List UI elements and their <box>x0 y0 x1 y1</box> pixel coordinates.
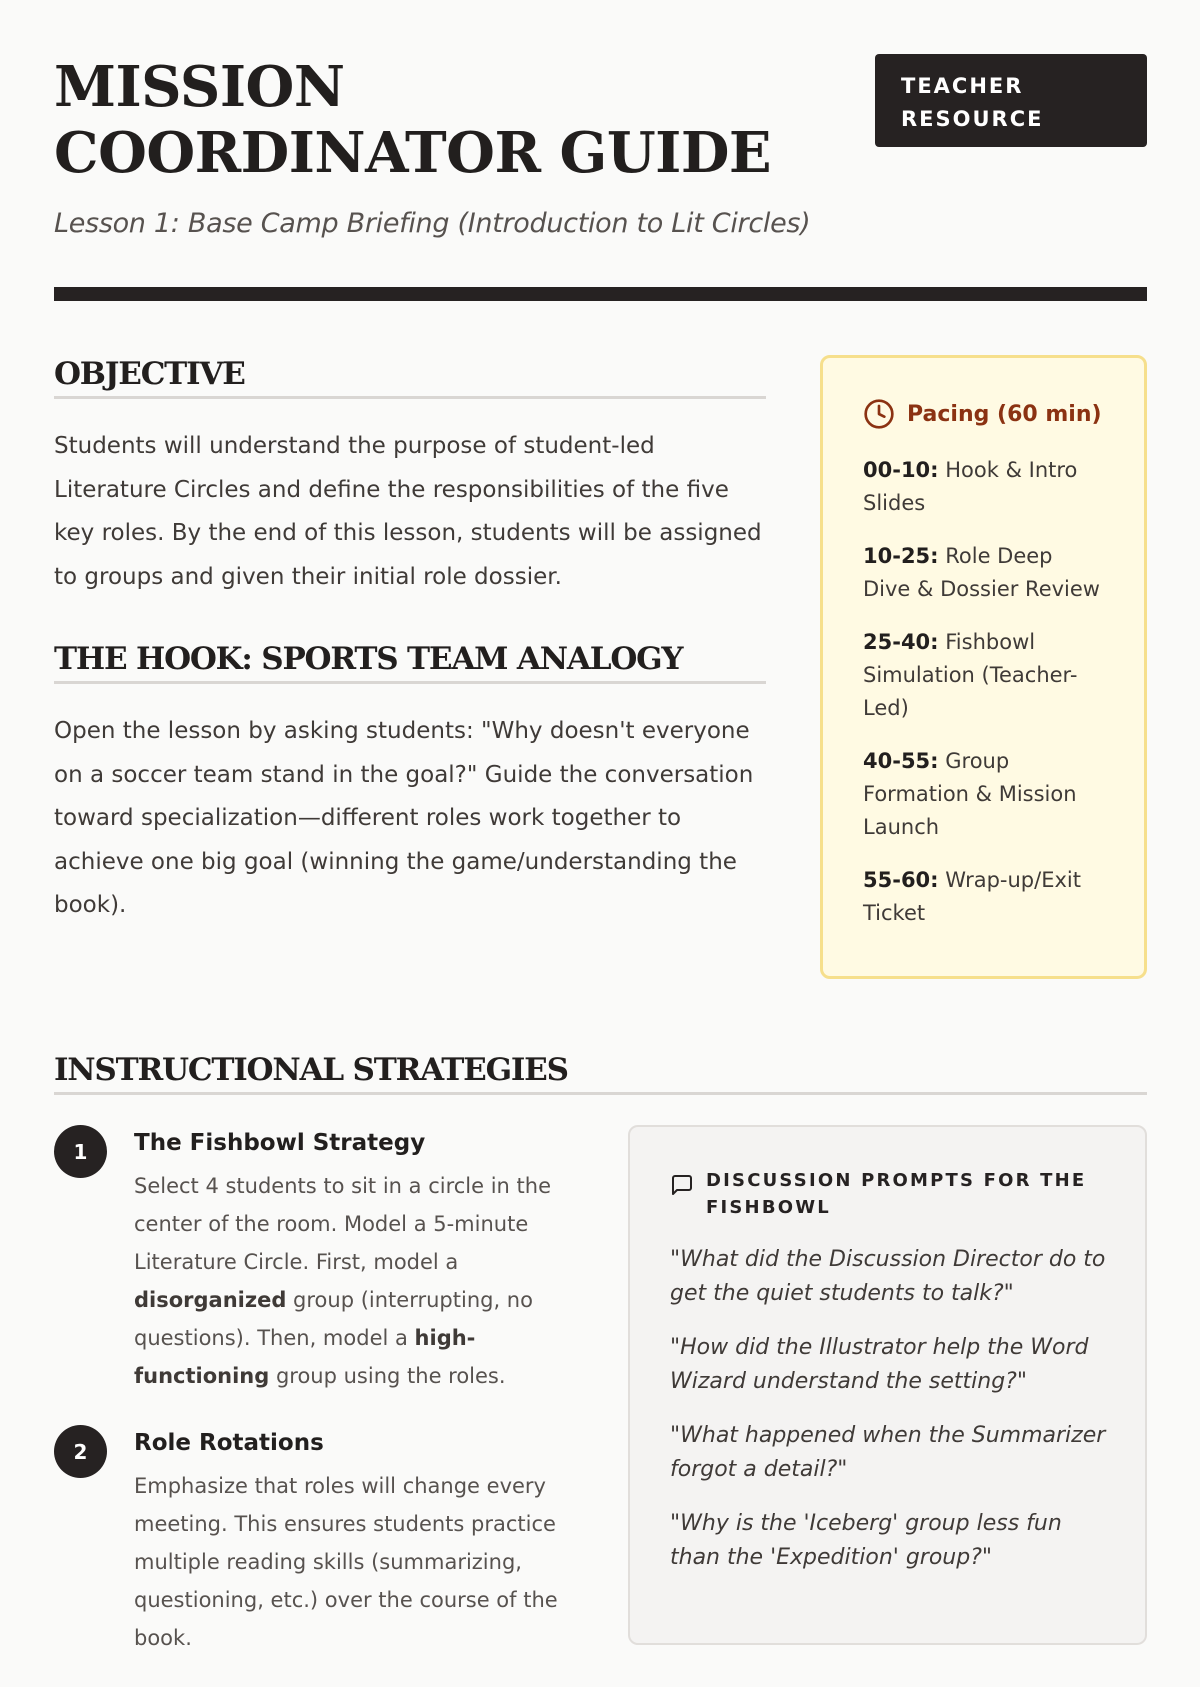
pacing-time: 00-10: <box>863 458 939 482</box>
step-text: Emphasize that roles will change every meeting. This ensures students practice multiple reading skills (summarizing, questioning, etc.) over the course of the book. <box>134 1474 558 1650</box>
teacher-resource-badge: TEACHER RESOURCE <box>875 54 1147 147</box>
discussion-prompt: "Why is the 'Iceberg' group less fun than the 'Expedition' group?" <box>670 1511 1062 1570</box>
pacing-header <box>863 398 1104 430</box>
page-title: MISSION COORDINATOR GUIDE <box>54 54 772 186</box>
pacing-activity: Group Formation & Mission Launch <box>863 749 1077 839</box>
pacing-time: 25-40: <box>863 630 939 654</box>
discussion-prompts-card <box>628 1125 1147 1645</box>
step-title: Role Rotations <box>134 1430 324 1456</box>
pacing-activity: Role Deep Dive & Dossier Review <box>863 544 1100 601</box>
header-divider <box>54 287 1147 301</box>
pacing-item <box>863 864 1104 930</box>
step-number: 1 <box>54 1125 107 1178</box>
pacing-item <box>863 745 1104 844</box>
discussion-prompt: "What happened when the Summarizer forgot a detail?" <box>670 1423 1106 1482</box>
objective-heading: OBJECTIVE <box>54 356 766 399</box>
clock-icon <box>863 398 895 430</box>
objective-section <box>54 356 766 599</box>
pacing-activity: Wrap-up/Exit Ticket <box>863 868 1081 925</box>
prompts-heading: DISCUSSION PROMPTS FOR THE FISHBOWL <box>706 1170 1087 1218</box>
pacing-time: 40-55: <box>863 749 939 773</box>
hook-text: Open the lesson by asking students: "Why doesn't everyone on a soccer team stand in the goal?" Guide the conversation toward specialization—different roles work together to achieve one big goal (winning the game/understanding the book). <box>54 718 754 918</box>
main-column <box>54 356 766 928</box>
lesson-subtitle: Lesson 1: Base Camp Briefing (Introduction to Lit Circles) <box>54 208 811 239</box>
emphasis-text: high-functioning <box>134 1326 476 1388</box>
speech-bubble-icon <box>670 1173 694 1197</box>
strategies-section <box>54 1052 1147 1095</box>
strategy-steps <box>54 1125 594 1687</box>
pacing-activity: Hook & Intro Slides <box>863 458 1078 515</box>
hook-section <box>54 641 766 928</box>
prompts-header <box>670 1167 1107 1221</box>
pacing-card <box>820 355 1147 979</box>
pacing-time: 10-25: <box>863 544 939 568</box>
step-number: 2 <box>54 1425 107 1478</box>
pacing-item <box>863 626 1104 725</box>
objective-text: Students will understand the purpose of student-led Literature Circles and define the responsibilities of the five key roles. By the end of this lesson, students will be assigned to groups and given their initial role dossier. <box>54 433 762 590</box>
strategies-heading: INSTRUCTIONAL STRATEGIES <box>54 1052 1147 1095</box>
page-header <box>54 54 1147 239</box>
step-text: Select 4 students to sit in a circle in the center of the room. Model a 5-minute Literature Circle. First, model a disorganized group (interrupting, no questions). Then, model a high-functioning group using the roles. <box>134 1174 552 1388</box>
pacing-time: 55-60: <box>863 868 939 892</box>
pacing-item <box>863 540 1104 606</box>
step-title: The Fishbowl Strategy <box>134 1130 426 1156</box>
emphasis-text: disorganized <box>134 1288 287 1312</box>
pacing-activity: Fishbowl Simulation (Teacher-Led) <box>863 630 1078 720</box>
pacing-title: Pacing (60 min) <box>907 401 1102 427</box>
strategy-step <box>54 1425 594 1657</box>
hook-heading: THE HOOK: SPORTS TEAM ANALOGY <box>54 641 766 684</box>
discussion-prompt: "What did the Discussion Director do to get the quiet students to talk?" <box>670 1247 1106 1306</box>
strategy-step <box>54 1125 594 1395</box>
discussion-prompt: "How did the Illustrator help the Word Wizard understand the setting?" <box>670 1335 1089 1394</box>
pacing-item <box>863 454 1104 520</box>
